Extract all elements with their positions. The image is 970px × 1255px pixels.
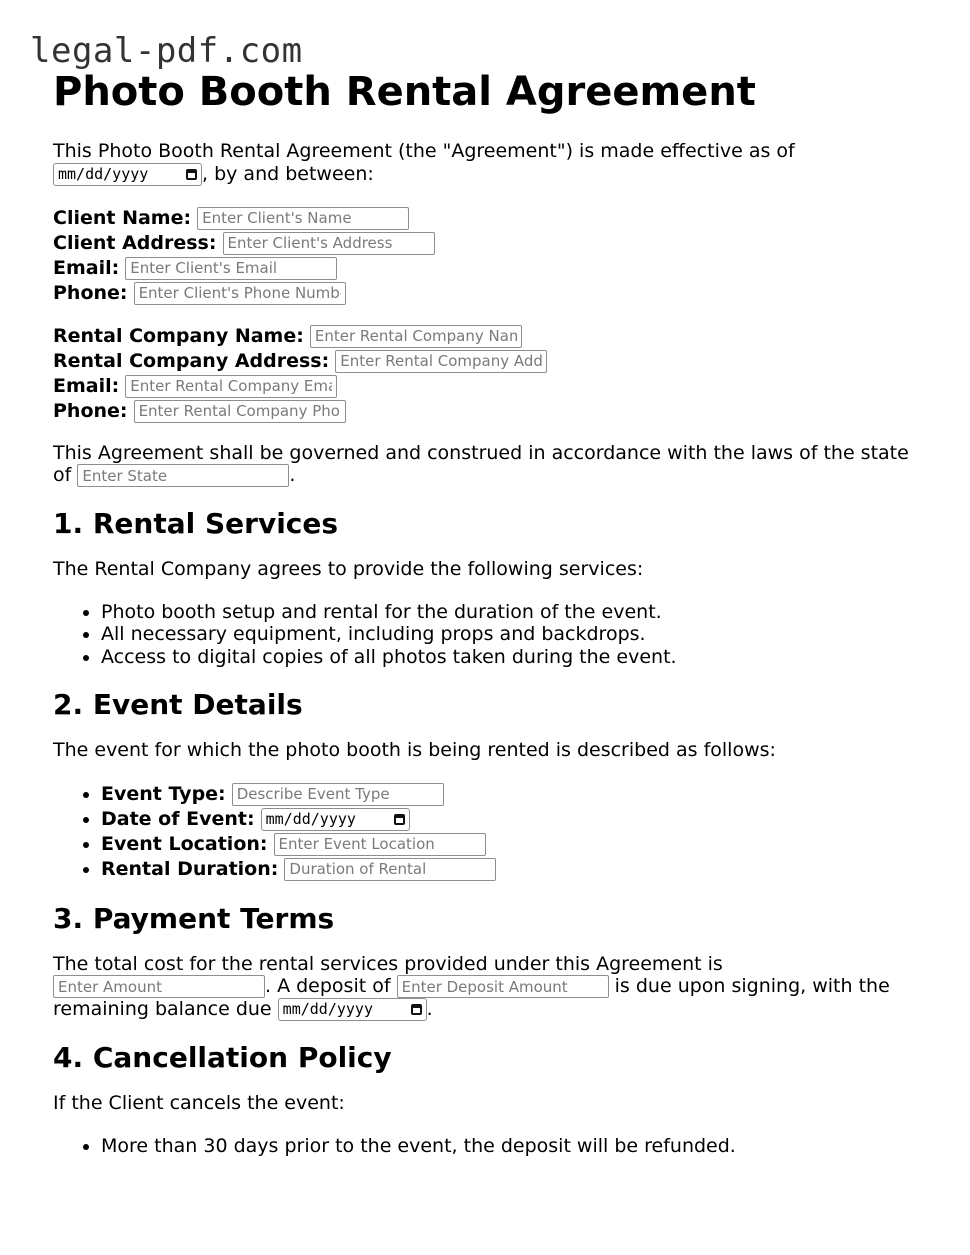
client-name-label: Client Name: — [53, 206, 192, 229]
date-placeholder: mm/dd/yyyy — [282, 1000, 373, 1019]
company-name-input[interactable] — [310, 325, 522, 348]
company-info — [53, 324, 933, 424]
intro-text: This Photo Booth Rental Agreement (the "Agreement") is made effective as of — [53, 140, 795, 162]
company-address-label: Rental Company Address: — [53, 349, 330, 372]
date-placeholder: mm/dd/yyyy — [265, 809, 356, 828]
list-item — [101, 782, 933, 807]
list-item — [101, 832, 933, 857]
client-address-label: Client Address: — [53, 231, 217, 254]
list-item: • All necessary equipment, including props and backdrops. — [101, 623, 933, 646]
client-email-label: Email: — [53, 256, 120, 279]
client-address-input[interactable] — [223, 232, 435, 255]
company-name-label: Rental Company Name: — [53, 324, 304, 347]
event-details-intro: The event for which the photo booth is being rented is described as follows: — [53, 739, 776, 761]
client-phone-label: Phone: — [53, 281, 128, 304]
client-name-input[interactable] — [197, 207, 409, 230]
document-title: Photo Booth Rental Agreement — [53, 69, 756, 115]
list-item: • Photo booth setup and rental for the duration of the event. — [101, 601, 933, 624]
governing-period: . — [289, 464, 296, 486]
event-type-input[interactable] — [232, 783, 444, 806]
rental-services-list — [53, 601, 933, 669]
list-item: • More than 30 days prior to the event, the deposit will be refunded. — [101, 1135, 933, 1158]
company-email-input[interactable] — [125, 375, 337, 398]
intro-paragraph — [53, 140, 933, 186]
section-heading-cancellation-policy: 4. Cancellation Policy — [53, 1041, 392, 1074]
event-location-input[interactable] — [274, 833, 486, 856]
amount-input[interactable] — [53, 975, 265, 998]
payment-text-2: . A deposit of — [265, 975, 391, 997]
event-date-label: Date of Event: — [101, 807, 255, 830]
intro-text-after: , by and between: — [202, 162, 374, 185]
governing-law-text: This Agreement shall be governed and construed in accordance with the laws of the state of — [53, 441, 909, 486]
rental-duration-input[interactable] — [284, 858, 496, 881]
date-placeholder: mm/dd/yyyy — [58, 164, 149, 183]
client-info — [53, 206, 933, 306]
payment-text-1: The total cost for the rental services provided under this Agreement is — [53, 952, 723, 975]
governing-law-paragraph — [53, 442, 933, 488]
balance-due-date-input[interactable] — [278, 998, 427, 1021]
payment-text-3: is due upon signing, with the remaining balance due — [53, 975, 890, 1020]
event-details-list — [53, 782, 933, 882]
section-heading-rental-services: 1. Rental Services — [53, 507, 339, 540]
watermark-logo: legal-pdf.com — [30, 31, 303, 71]
payment-period: . — [426, 998, 433, 1020]
list-item: • Access to digital copies of all photos taken during the event. — [101, 646, 933, 669]
cancellation-intro: If the Client cancels the event: — [53, 1092, 345, 1114]
section-heading-payment-terms: 3. Payment Terms — [53, 901, 335, 935]
event-location-label: Event Location: — [101, 832, 268, 855]
company-phone-label: Phone: — [53, 399, 128, 422]
rental-duration-label: Rental Duration: — [101, 857, 279, 880]
calendar-icon[interactable] — [411, 1004, 422, 1015]
deposit-input[interactable] — [397, 975, 609, 998]
state-input[interactable] — [77, 464, 289, 487]
company-email-label: Email: — [53, 374, 120, 397]
effective-date-input[interactable] — [53, 163, 202, 186]
company-address-input[interactable] — [335, 350, 547, 373]
section-heading-event-details: 2. Event Details — [53, 688, 303, 721]
cancellation-list — [53, 1135, 933, 1158]
agreement-document — [53, 70, 933, 1177]
event-date-input[interactable] — [261, 808, 410, 831]
client-email-input[interactable] — [125, 257, 337, 280]
event-type-label: Event Type: — [101, 782, 226, 805]
list-item — [101, 807, 933, 832]
rental-services-intro: The Rental Company agrees to provide the following services: — [53, 558, 644, 580]
payment-terms-paragraph — [53, 953, 933, 1022]
list-item — [101, 857, 933, 882]
company-phone-input[interactable] — [134, 400, 346, 423]
calendar-icon[interactable] — [394, 814, 405, 825]
client-phone-input[interactable] — [134, 282, 346, 305]
calendar-icon[interactable] — [186, 169, 197, 180]
